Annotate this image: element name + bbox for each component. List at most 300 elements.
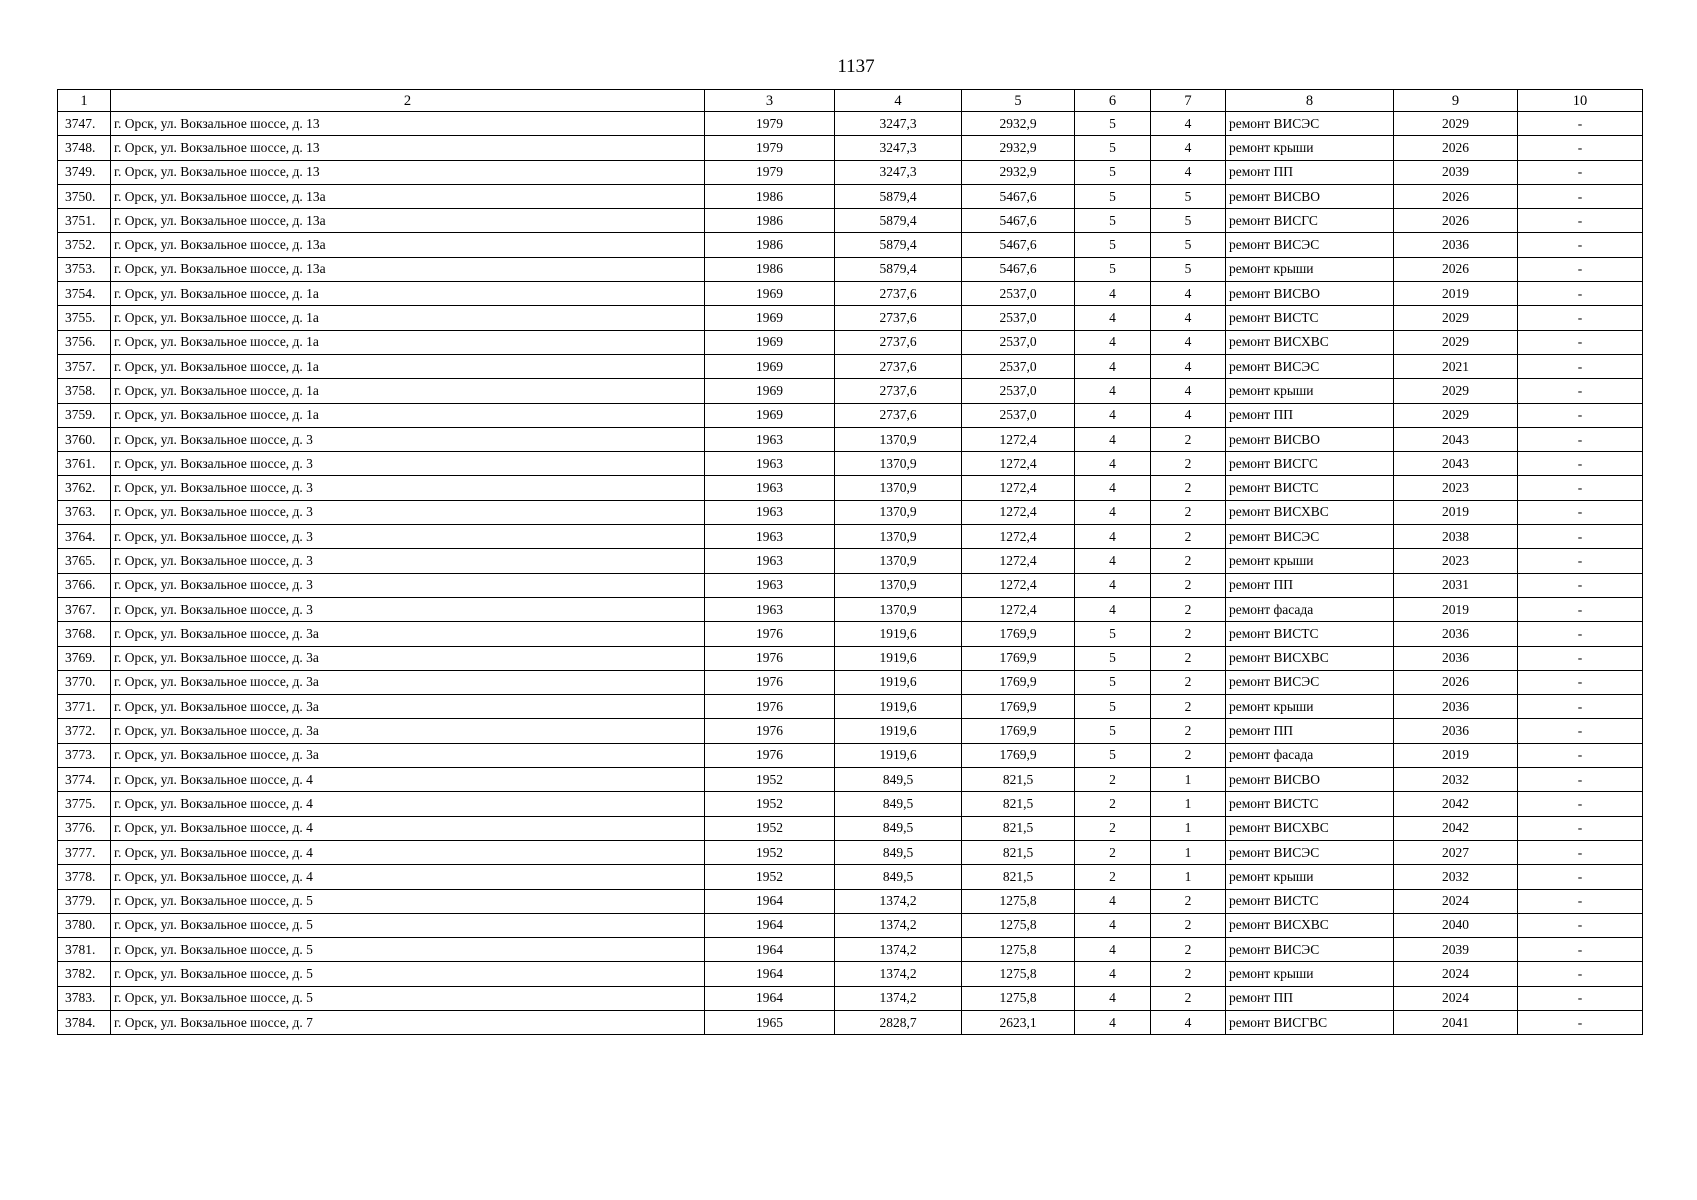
- cell-row-number: 3769.: [58, 646, 111, 670]
- cell-row-number: 3779.: [58, 889, 111, 913]
- cell-floors: 4: [1075, 500, 1151, 524]
- cell-note: -: [1518, 889, 1643, 913]
- cell-row-number: 3773.: [58, 743, 111, 767]
- cell-note: -: [1518, 962, 1643, 986]
- cell-work-type: ремонт крыши: [1226, 865, 1394, 889]
- cell-living-area: 821,5: [962, 840, 1075, 864]
- cell-note: -: [1518, 816, 1643, 840]
- table-row: [58, 233, 1643, 257]
- cell-address: г. Орск, ул. Вокзальное шоссе, д. 5: [111, 913, 705, 937]
- cell-planned-year: 2019: [1394, 282, 1518, 306]
- cell-row-number: 3752.: [58, 233, 111, 257]
- cell-entrances: 1: [1151, 840, 1226, 864]
- table-row: [58, 476, 1643, 500]
- cell-note: -: [1518, 452, 1643, 476]
- cell-floors: 5: [1075, 184, 1151, 208]
- cell-work-type: ремонт крыши: [1226, 962, 1394, 986]
- table-row: [58, 792, 1643, 816]
- cell-entrances: 4: [1151, 282, 1226, 306]
- cell-entrances: 2: [1151, 889, 1226, 913]
- table-row: [58, 184, 1643, 208]
- cell-floors: 4: [1075, 403, 1151, 427]
- cell-living-area: 1275,8: [962, 986, 1075, 1010]
- table-row: [58, 865, 1643, 889]
- cell-build-year: 1952: [705, 792, 835, 816]
- cell-build-year: 1964: [705, 986, 835, 1010]
- cell-address: г. Орск, ул. Вокзальное шоссе, д. 3: [111, 573, 705, 597]
- cell-note: -: [1518, 354, 1643, 378]
- cell-note: -: [1518, 719, 1643, 743]
- cell-build-year: 1979: [705, 112, 835, 136]
- cell-note: -: [1518, 646, 1643, 670]
- cell-living-area: 1275,8: [962, 889, 1075, 913]
- cell-planned-year: 2023: [1394, 476, 1518, 500]
- cell-entrances: 2: [1151, 427, 1226, 451]
- cell-living-area: 5467,6: [962, 233, 1075, 257]
- cell-living-area: 2932,9: [962, 160, 1075, 184]
- cell-build-year: 1976: [705, 743, 835, 767]
- cell-row-number: 3753.: [58, 257, 111, 281]
- cell-work-type: ремонт ПП: [1226, 573, 1394, 597]
- cell-build-year: 1969: [705, 379, 835, 403]
- cell-row-number: 3767.: [58, 597, 111, 621]
- cell-floors: 4: [1075, 962, 1151, 986]
- cell-floors: 5: [1075, 233, 1151, 257]
- cell-entrances: 4: [1151, 136, 1226, 160]
- cell-work-type: ремонт ВИСВО: [1226, 282, 1394, 306]
- cell-address: г. Орск, ул. Вокзальное шоссе, д. 3а: [111, 622, 705, 646]
- cell-row-number: 3749.: [58, 160, 111, 184]
- cell-planned-year: 2029: [1394, 112, 1518, 136]
- cell-total-area: 1919,6: [835, 670, 962, 694]
- cell-address: г. Орск, ул. Вокзальное шоссе, д. 3а: [111, 670, 705, 694]
- cell-build-year: 1964: [705, 889, 835, 913]
- cell-address: г. Орск, ул. Вокзальное шоссе, д. 5: [111, 889, 705, 913]
- cell-note: -: [1518, 306, 1643, 330]
- cell-planned-year: 2036: [1394, 646, 1518, 670]
- cell-floors: 2: [1075, 816, 1151, 840]
- cell-entrances: 2: [1151, 938, 1226, 962]
- cell-note: -: [1518, 330, 1643, 354]
- table-row: [58, 136, 1643, 160]
- cell-living-area: 2932,9: [962, 136, 1075, 160]
- cell-work-type: ремонт ПП: [1226, 403, 1394, 427]
- cell-planned-year: 2029: [1394, 306, 1518, 330]
- cell-work-type: ремонт ВИСТС: [1226, 306, 1394, 330]
- cell-floors: 5: [1075, 695, 1151, 719]
- cell-build-year: 1969: [705, 330, 835, 354]
- cell-floors: 5: [1075, 670, 1151, 694]
- cell-row-number: 3775.: [58, 792, 111, 816]
- cell-total-area: 1374,2: [835, 889, 962, 913]
- cell-planned-year: 2039: [1394, 160, 1518, 184]
- table-row: [58, 209, 1643, 233]
- cell-total-area: 3247,3: [835, 160, 962, 184]
- cell-planned-year: 2042: [1394, 792, 1518, 816]
- cell-note: -: [1518, 500, 1643, 524]
- cell-address: г. Орск, ул. Вокзальное шоссе, д. 4: [111, 792, 705, 816]
- cell-planned-year: 2026: [1394, 184, 1518, 208]
- cell-work-type: ремонт ВИСТС: [1226, 622, 1394, 646]
- cell-living-area: 5467,6: [962, 257, 1075, 281]
- cell-work-type: ремонт ПП: [1226, 160, 1394, 184]
- cell-note: -: [1518, 427, 1643, 451]
- cell-entrances: 2: [1151, 525, 1226, 549]
- cell-floors: 4: [1075, 476, 1151, 500]
- cell-living-area: 2537,0: [962, 379, 1075, 403]
- column-header-3: 3: [705, 90, 835, 112]
- cell-work-type: ремонт ВИСЭС: [1226, 354, 1394, 378]
- cell-address: г. Орск, ул. Вокзальное шоссе, д. 5: [111, 938, 705, 962]
- cell-living-area: 2623,1: [962, 1010, 1075, 1034]
- cell-address: г. Орск, ул. Вокзальное шоссе, д. 13: [111, 160, 705, 184]
- cell-work-type: ремонт крыши: [1226, 257, 1394, 281]
- cell-living-area: 821,5: [962, 768, 1075, 792]
- cell-living-area: 5467,6: [962, 209, 1075, 233]
- cell-total-area: 1374,2: [835, 986, 962, 1010]
- table-row: [58, 306, 1643, 330]
- cell-build-year: 1986: [705, 184, 835, 208]
- table-header: [58, 90, 1643, 112]
- cell-note: -: [1518, 622, 1643, 646]
- cell-build-year: 1963: [705, 476, 835, 500]
- cell-floors: 5: [1075, 719, 1151, 743]
- cell-note: -: [1518, 670, 1643, 694]
- cell-address: г. Орск, ул. Вокзальное шоссе, д. 3а: [111, 719, 705, 743]
- cell-entrances: 4: [1151, 306, 1226, 330]
- cell-address: г. Орск, ул. Вокзальное шоссе, д. 1а: [111, 354, 705, 378]
- cell-planned-year: 2043: [1394, 427, 1518, 451]
- table-row: [58, 913, 1643, 937]
- cell-work-type: ремонт ВИСХВС: [1226, 816, 1394, 840]
- cell-total-area: 1370,9: [835, 525, 962, 549]
- cell-living-area: 2537,0: [962, 354, 1075, 378]
- cell-entrances: 2: [1151, 986, 1226, 1010]
- cell-entrances: 2: [1151, 743, 1226, 767]
- table-body: [58, 112, 1643, 1035]
- cell-note: -: [1518, 597, 1643, 621]
- cell-planned-year: 2021: [1394, 354, 1518, 378]
- cell-row-number: 3762.: [58, 476, 111, 500]
- cell-row-number: 3765.: [58, 549, 111, 573]
- cell-row-number: 3755.: [58, 306, 111, 330]
- page-number: 1137: [837, 56, 875, 77]
- cell-note: -: [1518, 1010, 1643, 1034]
- cell-note: -: [1518, 233, 1643, 257]
- table-row: [58, 112, 1643, 136]
- cell-floors: 4: [1075, 427, 1151, 451]
- cell-work-type: ремонт ВИСВО: [1226, 184, 1394, 208]
- cell-total-area: 2737,6: [835, 330, 962, 354]
- cell-build-year: 1969: [705, 354, 835, 378]
- cell-work-type: ремонт ВИСЭС: [1226, 670, 1394, 694]
- cell-floors: 2: [1075, 768, 1151, 792]
- cell-floors: 5: [1075, 160, 1151, 184]
- column-header-8: 8: [1226, 90, 1394, 112]
- cell-planned-year: 2036: [1394, 622, 1518, 646]
- cell-total-area: 1374,2: [835, 938, 962, 962]
- cell-address: г. Орск, ул. Вокзальное шоссе, д. 3: [111, 549, 705, 573]
- cell-build-year: 1986: [705, 209, 835, 233]
- cell-note: -: [1518, 986, 1643, 1010]
- cell-work-type: ремонт ВИСЭС: [1226, 112, 1394, 136]
- cell-note: -: [1518, 938, 1643, 962]
- cell-address: г. Орск, ул. Вокзальное шоссе, д. 5: [111, 986, 705, 1010]
- cell-entrances: 4: [1151, 160, 1226, 184]
- table-row: [58, 597, 1643, 621]
- cell-work-type: ремонт ВИСТС: [1226, 792, 1394, 816]
- cell-total-area: 849,5: [835, 840, 962, 864]
- cell-planned-year: 2032: [1394, 768, 1518, 792]
- table-row: [58, 573, 1643, 597]
- cell-build-year: 1976: [705, 622, 835, 646]
- cell-living-area: 1272,4: [962, 549, 1075, 573]
- column-header-10: 10: [1518, 90, 1643, 112]
- table-row: [58, 889, 1643, 913]
- table-row: [58, 427, 1643, 451]
- cell-entrances: 2: [1151, 549, 1226, 573]
- cell-row-number: 3763.: [58, 500, 111, 524]
- cell-note: -: [1518, 379, 1643, 403]
- cell-note: -: [1518, 768, 1643, 792]
- table-row: [58, 816, 1643, 840]
- cell-address: г. Орск, ул. Вокзальное шоссе, д. 13: [111, 112, 705, 136]
- cell-planned-year: 2036: [1394, 719, 1518, 743]
- cell-note: -: [1518, 525, 1643, 549]
- cell-build-year: 1965: [705, 1010, 835, 1034]
- cell-floors: 5: [1075, 743, 1151, 767]
- cell-address: г. Орск, ул. Вокзальное шоссе, д. 3: [111, 525, 705, 549]
- cell-entrances: 2: [1151, 622, 1226, 646]
- cell-work-type: ремонт ВИСЭС: [1226, 840, 1394, 864]
- cell-build-year: 1963: [705, 525, 835, 549]
- cell-total-area: 1919,6: [835, 646, 962, 670]
- cell-floors: 4: [1075, 525, 1151, 549]
- cell-build-year: 1976: [705, 719, 835, 743]
- cell-row-number: 3771.: [58, 695, 111, 719]
- cell-entrances: 2: [1151, 913, 1226, 937]
- cell-entrances: 1: [1151, 865, 1226, 889]
- cell-living-area: 1769,9: [962, 646, 1075, 670]
- cell-build-year: 1963: [705, 427, 835, 451]
- cell-note: -: [1518, 112, 1643, 136]
- cell-total-area: 1919,6: [835, 695, 962, 719]
- column-header-7: 7: [1151, 90, 1226, 112]
- cell-row-number: 3757.: [58, 354, 111, 378]
- cell-total-area: 849,5: [835, 792, 962, 816]
- cell-living-area: 1272,4: [962, 525, 1075, 549]
- cell-entrances: 4: [1151, 354, 1226, 378]
- cell-floors: 4: [1075, 913, 1151, 937]
- cell-planned-year: 2019: [1394, 597, 1518, 621]
- table-row: [58, 525, 1643, 549]
- cell-total-area: 2828,7: [835, 1010, 962, 1034]
- column-header-1: 1: [58, 90, 111, 112]
- cell-address: г. Орск, ул. Вокзальное шоссе, д. 3а: [111, 695, 705, 719]
- cell-living-area: 1272,4: [962, 427, 1075, 451]
- cell-build-year: 1976: [705, 670, 835, 694]
- cell-build-year: 1952: [705, 768, 835, 792]
- cell-note: -: [1518, 476, 1643, 500]
- cell-address: г. Орск, ул. Вокзальное шоссе, д. 1а: [111, 306, 705, 330]
- cell-entrances: 1: [1151, 816, 1226, 840]
- cell-address: г. Орск, ул. Вокзальное шоссе, д. 4: [111, 865, 705, 889]
- cell-living-area: 1769,9: [962, 695, 1075, 719]
- cell-planned-year: 2031: [1394, 573, 1518, 597]
- cell-work-type: ремонт ВИСЭС: [1226, 525, 1394, 549]
- cell-living-area: 2932,9: [962, 112, 1075, 136]
- cell-build-year: 1963: [705, 573, 835, 597]
- cell-entrances: 2: [1151, 962, 1226, 986]
- cell-living-area: 1275,8: [962, 938, 1075, 962]
- cell-entrances: 4: [1151, 403, 1226, 427]
- table-row: [58, 257, 1643, 281]
- cell-planned-year: 2042: [1394, 816, 1518, 840]
- cell-address: г. Орск, ул. Вокзальное шоссе, д. 13: [111, 136, 705, 160]
- cell-floors: 5: [1075, 257, 1151, 281]
- cell-total-area: 1374,2: [835, 962, 962, 986]
- cell-work-type: ремонт ВИСЭС: [1226, 938, 1394, 962]
- cell-note: -: [1518, 403, 1643, 427]
- cell-row-number: 3761.: [58, 452, 111, 476]
- cell-living-area: 1272,4: [962, 597, 1075, 621]
- cell-total-area: 1370,9: [835, 597, 962, 621]
- cell-work-type: ремонт ВИСГС: [1226, 452, 1394, 476]
- cell-entrances: 5: [1151, 184, 1226, 208]
- cell-row-number: 3768.: [58, 622, 111, 646]
- cell-living-area: 1272,4: [962, 476, 1075, 500]
- cell-entrances: 4: [1151, 330, 1226, 354]
- cell-floors: 4: [1075, 549, 1151, 573]
- cell-floors: 2: [1075, 792, 1151, 816]
- cell-total-area: 1370,9: [835, 573, 962, 597]
- cell-work-type: ремонт ВИСХВС: [1226, 646, 1394, 670]
- cell-living-area: 821,5: [962, 865, 1075, 889]
- cell-floors: 5: [1075, 112, 1151, 136]
- cell-address: г. Орск, ул. Вокзальное шоссе, д. 1а: [111, 330, 705, 354]
- cell-note: -: [1518, 695, 1643, 719]
- cell-entrances: 5: [1151, 233, 1226, 257]
- cell-build-year: 1969: [705, 306, 835, 330]
- cell-floors: 4: [1075, 986, 1151, 1010]
- column-header-6: 6: [1075, 90, 1151, 112]
- cell-address: г. Орск, ул. Вокзальное шоссе, д. 1а: [111, 379, 705, 403]
- cell-floors: 4: [1075, 938, 1151, 962]
- cell-living-area: 2537,0: [962, 282, 1075, 306]
- cell-address: г. Орск, ул. Вокзальное шоссе, д. 3: [111, 597, 705, 621]
- cell-note: -: [1518, 573, 1643, 597]
- table-row: [58, 962, 1643, 986]
- cell-planned-year: 2026: [1394, 670, 1518, 694]
- cell-living-area: 1275,8: [962, 962, 1075, 986]
- cell-planned-year: 2036: [1394, 233, 1518, 257]
- table-row: [58, 938, 1643, 962]
- cell-living-area: 2537,0: [962, 403, 1075, 427]
- cell-address: г. Орск, ул. Вокзальное шоссе, д. 3а: [111, 743, 705, 767]
- cell-entrances: 4: [1151, 112, 1226, 136]
- cell-floors: 4: [1075, 330, 1151, 354]
- column-header-4: 4: [835, 90, 962, 112]
- cell-total-area: 1370,9: [835, 500, 962, 524]
- cell-entrances: 2: [1151, 695, 1226, 719]
- table-row: [58, 986, 1643, 1010]
- cell-living-area: 1272,4: [962, 573, 1075, 597]
- cell-planned-year: 2038: [1394, 525, 1518, 549]
- cell-total-area: 849,5: [835, 816, 962, 840]
- cell-entrances: 2: [1151, 476, 1226, 500]
- cell-address: г. Орск, ул. Вокзальное шоссе, д. 4: [111, 840, 705, 864]
- cell-row-number: 3778.: [58, 865, 111, 889]
- table-row: [58, 330, 1643, 354]
- cell-note: -: [1518, 184, 1643, 208]
- cell-living-area: 1769,9: [962, 670, 1075, 694]
- cell-note: -: [1518, 913, 1643, 937]
- cell-build-year: 1986: [705, 257, 835, 281]
- cell-row-number: 3766.: [58, 573, 111, 597]
- cell-note: -: [1518, 792, 1643, 816]
- cell-row-number: 3783.: [58, 986, 111, 1010]
- cell-planned-year: 2019: [1394, 500, 1518, 524]
- cell-note: -: [1518, 209, 1643, 233]
- table-row: [58, 1010, 1643, 1034]
- cell-work-type: ремонт ВИСГС: [1226, 209, 1394, 233]
- cell-planned-year: 2029: [1394, 330, 1518, 354]
- cell-build-year: 1976: [705, 646, 835, 670]
- cell-address: г. Орск, ул. Вокзальное шоссе, д. 3: [111, 427, 705, 451]
- cell-total-area: 1919,6: [835, 719, 962, 743]
- cell-planned-year: 2024: [1394, 986, 1518, 1010]
- cell-entrances: 1: [1151, 768, 1226, 792]
- cell-row-number: 3759.: [58, 403, 111, 427]
- cell-row-number: 3776.: [58, 816, 111, 840]
- cell-floors: 5: [1075, 136, 1151, 160]
- cell-row-number: 3780.: [58, 913, 111, 937]
- cell-row-number: 3781.: [58, 938, 111, 962]
- table-row: [58, 282, 1643, 306]
- cell-address: г. Орск, ул. Вокзальное шоссе, д. 13а: [111, 233, 705, 257]
- cell-planned-year: 2027: [1394, 840, 1518, 864]
- cell-build-year: 1964: [705, 913, 835, 937]
- cell-row-number: 3756.: [58, 330, 111, 354]
- table-row: [58, 160, 1643, 184]
- cell-entrances: 2: [1151, 452, 1226, 476]
- cell-living-area: 1272,4: [962, 452, 1075, 476]
- cell-row-number: 3760.: [58, 427, 111, 451]
- cell-row-number: 3748.: [58, 136, 111, 160]
- cell-build-year: 1964: [705, 938, 835, 962]
- cell-total-area: 1374,2: [835, 913, 962, 937]
- cell-total-area: 5879,4: [835, 233, 962, 257]
- cell-build-year: 1969: [705, 282, 835, 306]
- cell-entrances: 4: [1151, 1010, 1226, 1034]
- cell-floors: 5: [1075, 209, 1151, 233]
- cell-floors: 2: [1075, 865, 1151, 889]
- cell-address: г. Орск, ул. Вокзальное шоссе, д. 4: [111, 768, 705, 792]
- cell-work-type: ремонт ВИСЭС: [1226, 233, 1394, 257]
- cell-note: -: [1518, 840, 1643, 864]
- cell-build-year: 1952: [705, 865, 835, 889]
- cell-planned-year: 2026: [1394, 136, 1518, 160]
- cell-build-year: 1964: [705, 962, 835, 986]
- cell-planned-year: 2019: [1394, 743, 1518, 767]
- cell-planned-year: 2041: [1394, 1010, 1518, 1034]
- cell-work-type: ремонт фасада: [1226, 597, 1394, 621]
- cell-planned-year: 2024: [1394, 889, 1518, 913]
- cell-row-number: 3784.: [58, 1010, 111, 1034]
- cell-entrances: 2: [1151, 573, 1226, 597]
- cell-living-area: 821,5: [962, 816, 1075, 840]
- cell-floors: 4: [1075, 597, 1151, 621]
